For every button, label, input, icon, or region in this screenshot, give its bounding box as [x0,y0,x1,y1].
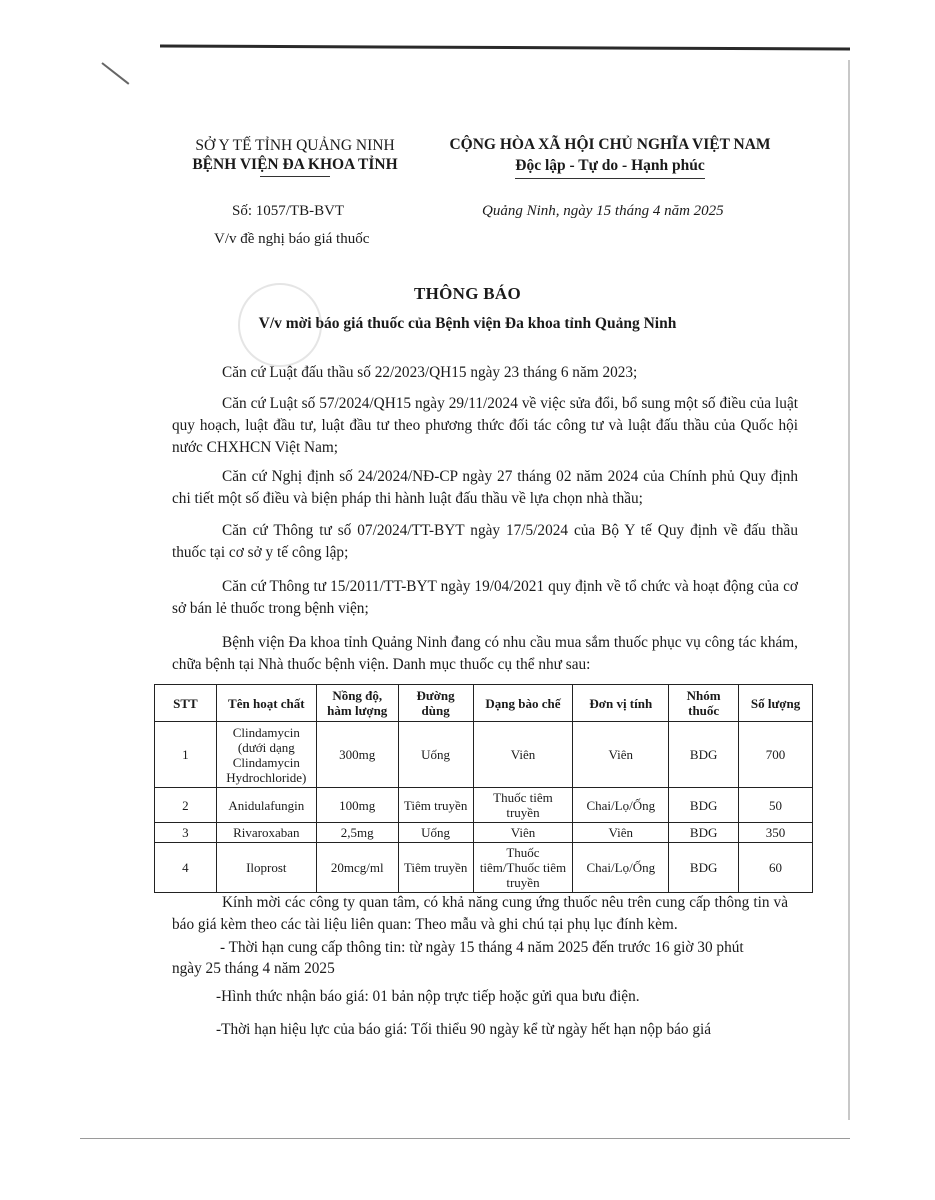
table-cell: Anidulafungin [216,788,316,823]
quote-validity: -Thời hạn hiệu lực của báo giá: Tối thiểu 90 ngày kể từ ngày hết hạn nộp báo giá [216,1021,712,1038]
paragraph: Căn cứ Luật đấu thầu số 22/2023/QH15 ngày 23 tháng 6 năm 2023; [222,364,638,381]
document-subject: V/v đề nghị báo giá thuốc [214,231,370,247]
national-header [430,134,790,179]
column-header: Nhóm thuốc [669,685,739,722]
table-cell: Chai/Lọ/Ống [573,788,669,823]
table-cell: Viên [473,823,573,843]
paragraph: Bệnh viện Đa khoa tỉnh Quảng Ninh đang có nhu cầu mua sắm thuốc phục vụ công tác khám, chữa bệnh tại Nhà thuốc bệnh viện. Danh mục thuốc cụ thể như sau: [172,634,798,673]
invitation-paragraph: Kính mời các công ty quan tâm, có khả năng cung ứng thuốc nêu trên cung cấp thông tin và báo giá kèm theo các tài liệu liên quan: Theo mẫu và ghi chú tại phụ lục đính kèm. [172,894,788,933]
column-header: Đơn vị tính [573,685,669,722]
paragraph: Căn cứ Thông tư 15/2011/TT-BYT ngày 19/04/2021 quy định về tổ chức và hoạt động của cơ sở bán lẻ thuốc trong bệnh viện; [172,578,798,617]
table-cell: 20mcg/ml [316,843,398,893]
country-line-2: Độc lập - Tự do - Hạnh phúc [515,157,705,174]
table-cell: 2,5mg [316,823,398,843]
paragraph: Căn cứ Thông tư số 07/2024/TT-BYT ngày 17/5/2024 của Bộ Y tế Quy định về đấu thầu thuốc tại cơ sở y tế công lập; [172,522,798,561]
table-cell: BDG [669,843,739,893]
table-cell: Thuốc tiêm truyền [473,788,573,823]
table-cell: 4 [155,843,217,893]
table-row [155,722,813,788]
paragraph: Căn cứ Luật số 57/2024/QH15 ngày 29/11/2024 về việc sửa đổi, bổ sung một số điều của luật quy hoạch, luật đầu tư, luật đầu tư theo phương thức đối tác công tư và luật đấu thầu của Quốc hội nước CHXHCN Việt Nam; [172,395,798,456]
table-header-row [155,685,813,722]
table-cell: Tiêm truyền [398,788,473,823]
org-line-1: SỞ Y TẾ TỈNH QUẢNG NINH [195,137,395,154]
column-header: STT [155,685,217,722]
country-line-1: CỘNG HÒA XÃ HỘI CHỦ NGHĨA VIỆT NAM [449,136,771,153]
table-cell: BDG [669,823,739,843]
paragraph: Căn cứ Nghị định số 24/2024/NĐ-CP ngày 27 tháng 02 năm 2024 của Chính phủ Quy định chi tiết một số điều và biện pháp thi hành luật đấu thầu về lựa chọn nhà thầu; [172,468,798,507]
scan-mark [101,62,129,85]
drug-list-table [154,684,813,893]
column-header: Số lượng [739,685,813,722]
table-cell: Rivaroxaban [216,823,316,843]
org-underline [260,176,330,177]
submission-method: -Hình thức nhận báo giá: 01 bản nộp trực tiếp hoặc gửi qua bưu điện. [216,988,640,1005]
table-cell: 3 [155,823,217,843]
table-cell: 700 [739,722,813,788]
column-header: Nồng độ, hàm lượng [316,685,398,722]
document-date: Quảng Ninh, ngày 15 tháng 4 năm 2025 [482,203,724,219]
issuing-organization [170,136,420,177]
table-cell: 300mg [316,722,398,788]
table-cell: Viên [573,722,669,788]
document-title: THÔNG BÁO [413,284,522,303]
table-cell: Iloprost [216,843,316,893]
table-row [155,823,813,843]
column-header: Tên hoạt chất [216,685,316,722]
table-cell: Chai/Lọ/Ống [573,843,669,893]
column-header: Đường dùng [398,685,473,722]
column-header: Dạng bào chế [473,685,573,722]
table-cell: BDG [669,788,739,823]
document-number: Số: 1057/TB-BVT [232,203,345,219]
table-row [155,843,813,893]
deadline-line-1: - Thời hạn cung cấp thông tin: từ ngày 15 tháng 4 năm 2025 đến trước 16 giờ 30 phút [220,939,744,956]
scan-edge-bottom [80,1138,850,1139]
table-cell: 60 [739,843,813,893]
table-cell: Uống [398,823,473,843]
table-cell: 1 [155,722,217,788]
table-cell: 50 [739,788,813,823]
table-cell: 350 [739,823,813,843]
deadline-line-2: ngày 25 tháng 4 năm 2025 [172,960,335,977]
table-cell: Viên [573,823,669,843]
table-cell: Uống [398,722,473,788]
scan-edge-top [160,44,850,50]
table-cell: 2 [155,788,217,823]
table-cell: Viên [473,722,573,788]
table-cell: Clindamycin (dưới dạng Clindamycin Hydrochloride) [216,722,316,788]
org-line-2: BỆNH VIỆN ĐA KHOA TỈNH [192,156,398,173]
table-cell: BDG [669,722,739,788]
document-subtitle: V/v mời báo giá thuốc của Bệnh viện Đa khoa tỉnh Quảng Ninh [258,315,677,332]
table-cell: 100mg [316,788,398,823]
table-cell: Tiêm truyền [398,843,473,893]
table-row [155,788,813,823]
table-cell: Thuốc tiêm/Thuốc tiêm truyền [473,843,573,893]
scan-edge-right [848,60,850,1120]
motto-underline [515,178,705,179]
